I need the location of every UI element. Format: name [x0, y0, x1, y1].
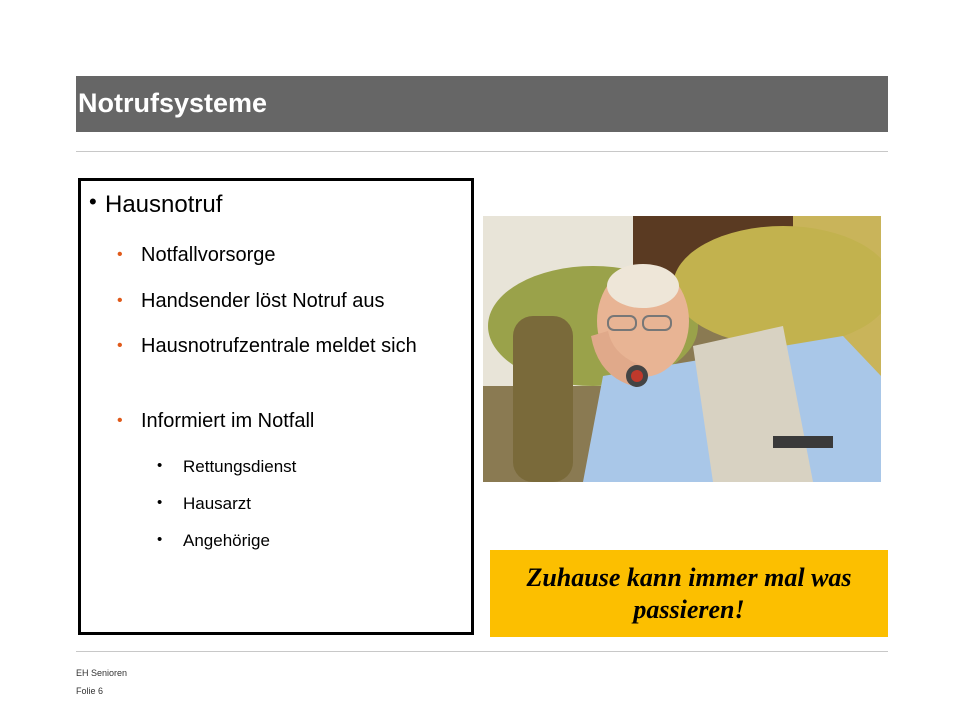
footer-slide-number: Folie 6: [76, 686, 104, 696]
senior-man-photo: [483, 216, 881, 482]
list-item-label: Hausnotrufzentrale meldet sich: [141, 335, 417, 357]
slide-title-bar: [76, 76, 888, 132]
callout-text: Zuhause kann immer mal was passieren!: [526, 562, 852, 624]
footer-organization: EH Senioren: [76, 668, 128, 678]
sub-list-item-label: Rettungsdienst: [183, 457, 297, 476]
main-bullet-label: Hausnotruf: [105, 191, 223, 218]
sub-list-item-label: Angehörige: [183, 531, 270, 550]
list-item-label: Handsender löst Notruf aus: [141, 290, 385, 312]
list-item-label: Informiert im Notfall: [141, 410, 315, 432]
bullet-dot-icon: •: [89, 189, 97, 214]
bullet-dot-icon: •: [117, 292, 123, 309]
content-box: [78, 178, 474, 635]
list-item: [117, 243, 457, 267]
bullet-dot-icon: •: [117, 412, 123, 429]
list-item: [117, 289, 457, 313]
bullet-dot-icon: •: [117, 337, 123, 354]
bottom-divider: [76, 651, 888, 652]
list-item: [117, 334, 457, 358]
callout-banner: [490, 550, 888, 637]
slide-title: Notrufsysteme: [78, 88, 268, 118]
bullet-dot-icon: •: [117, 246, 123, 263]
list-item: [117, 409, 457, 433]
bullet-dot-icon: •: [157, 531, 163, 548]
sub-list-item-label: Hausarzt: [183, 494, 252, 513]
senior-man-in-armchair-illustration: [483, 216, 881, 482]
bullet-dot-icon: •: [157, 494, 163, 511]
top-divider: [76, 151, 888, 152]
bullet-dot-icon: •: [157, 457, 163, 474]
list-item-label: Notfallvorsorge: [141, 244, 276, 266]
